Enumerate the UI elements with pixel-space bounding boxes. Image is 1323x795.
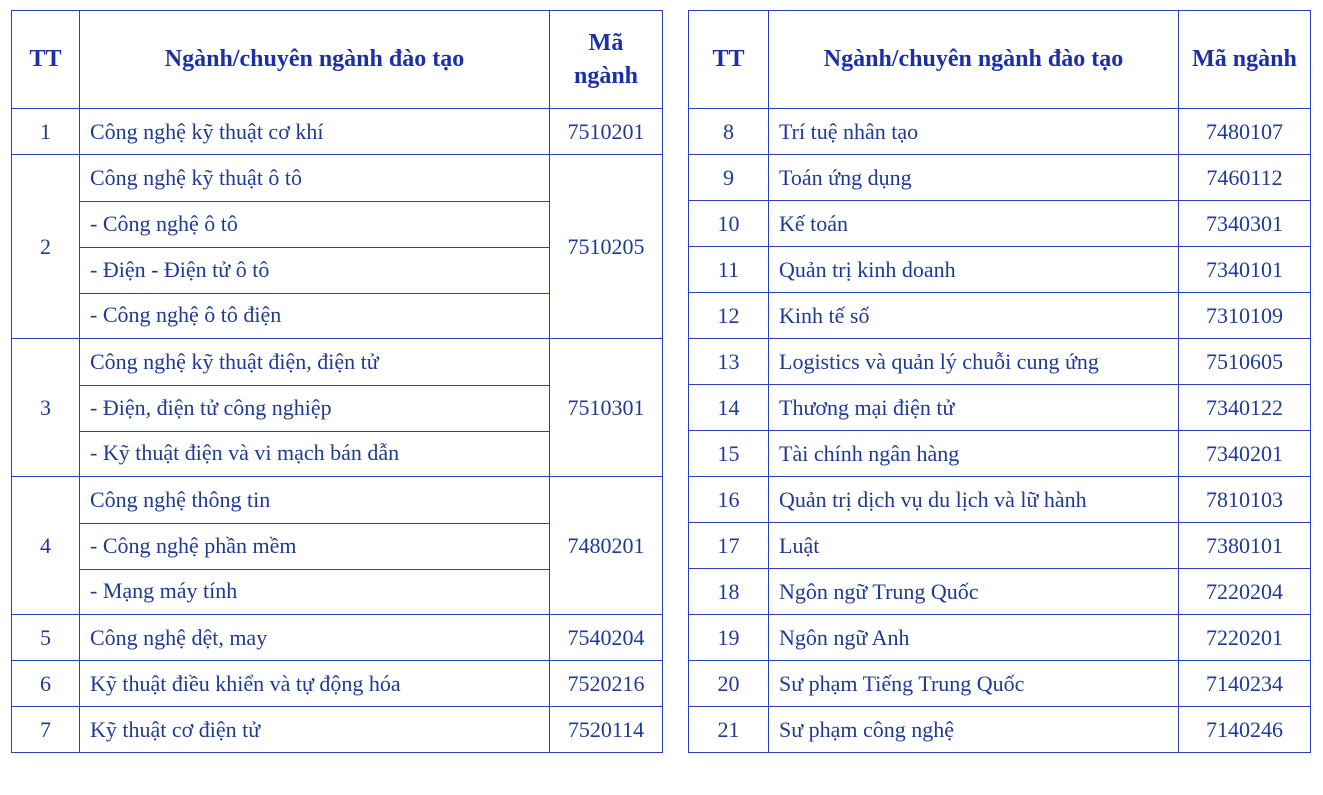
- major-code: 7810103: [1179, 477, 1311, 523]
- major-code: 7520114: [550, 707, 663, 753]
- row-number: 5: [12, 615, 80, 661]
- major-name: Kỹ thuật cơ điện tử: [80, 707, 550, 753]
- table-row: [689, 247, 1311, 293]
- major-name: - Điện, điện tử công nghiệp: [80, 385, 550, 431]
- table-row: [689, 523, 1311, 569]
- table-row: [12, 661, 663, 707]
- major-name: - Công nghệ ô tô điện: [80, 293, 550, 339]
- major-name: Công nghệ thông tin: [80, 477, 550, 523]
- major-code: 7140246: [1179, 707, 1311, 753]
- table-row: [689, 707, 1311, 753]
- row-number: 3: [12, 339, 80, 477]
- row-number: 6: [12, 661, 80, 707]
- table-row: [689, 661, 1311, 707]
- major-name: - Kỹ thuật điện và vi mạch bán dẫn: [80, 431, 550, 477]
- table-row: [12, 615, 663, 661]
- major-code: 7220201: [1179, 615, 1311, 661]
- major-name: - Công nghệ ô tô: [80, 201, 550, 247]
- row-number: 16: [689, 477, 769, 523]
- row-number: 12: [689, 293, 769, 339]
- row-number: 20: [689, 661, 769, 707]
- major-code: 7510201: [550, 109, 663, 155]
- major-code: 7380101: [1179, 523, 1311, 569]
- major-name: Trí tuệ nhân tạo: [769, 109, 1179, 155]
- row-number: 13: [689, 339, 769, 385]
- table-row: [689, 109, 1311, 155]
- major-name: - Công nghệ phần mềm: [80, 523, 550, 569]
- row-number: 1: [12, 109, 80, 155]
- header-row: [12, 11, 663, 109]
- header-major: Ngành/chuyên ngành đào tạo: [80, 11, 550, 109]
- major-code: 7340301: [1179, 201, 1311, 247]
- major-code: 7520216: [550, 661, 663, 707]
- header-tt: TT: [12, 11, 80, 109]
- major-code: 7340101: [1179, 247, 1311, 293]
- major-name: Logistics và quản lý chuỗi cung ứng: [769, 339, 1179, 385]
- major-code: 7510205: [550, 155, 663, 339]
- header-code: Mã ngành: [550, 11, 663, 109]
- row-number: 7: [12, 707, 80, 753]
- major-code: 7340122: [1179, 385, 1311, 431]
- row-number: 9: [689, 155, 769, 201]
- row-number: 8: [689, 109, 769, 155]
- major-code: 7480107: [1179, 109, 1311, 155]
- table-row: [689, 569, 1311, 615]
- table-row: [12, 155, 663, 201]
- row-number: 15: [689, 431, 769, 477]
- row-number: 14: [689, 385, 769, 431]
- major-name: Công nghệ kỹ thuật điện, điện tử: [80, 339, 550, 385]
- major-code: 7140234: [1179, 661, 1311, 707]
- major-name: Quản trị kinh doanh: [769, 247, 1179, 293]
- table-row: [689, 339, 1311, 385]
- row-number: 17: [689, 523, 769, 569]
- major-name: Ngôn ngữ Trung Quốc: [769, 569, 1179, 615]
- majors-table-right: [688, 10, 1311, 753]
- table-row: [689, 201, 1311, 247]
- major-name: Toán ứng dụng: [769, 155, 1179, 201]
- major-name: Công nghệ kỹ thuật ô tô: [80, 155, 550, 201]
- table-row: [689, 477, 1311, 523]
- header-major: Ngành/chuyên ngành đào tạo: [769, 11, 1179, 109]
- major-name: Kỹ thuật điều khiển và tự động hóa: [80, 661, 550, 707]
- row-number: 11: [689, 247, 769, 293]
- major-name: Công nghệ dệt, may: [80, 615, 550, 661]
- row-number: 19: [689, 615, 769, 661]
- row-number: 21: [689, 707, 769, 753]
- table-row: [689, 615, 1311, 661]
- table-row: [689, 385, 1311, 431]
- major-name: Luật: [769, 523, 1179, 569]
- header-tt: TT: [689, 11, 769, 109]
- major-name: Kế toán: [769, 201, 1179, 247]
- major-name: Tài chính ngân hàng: [769, 431, 1179, 477]
- table-row: [689, 431, 1311, 477]
- major-code: 7220204: [1179, 569, 1311, 615]
- major-code: 7480201: [550, 477, 663, 615]
- table-row: [12, 109, 663, 155]
- table-row: [12, 477, 663, 523]
- major-name: Thương mại điện tử: [769, 385, 1179, 431]
- major-name: Kinh tế số: [769, 293, 1179, 339]
- major-code: 7510301: [550, 339, 663, 477]
- row-number: 10: [689, 201, 769, 247]
- major-code: 7540204: [550, 615, 663, 661]
- header-code: Mã ngành: [1179, 11, 1311, 109]
- major-name: Sư phạm Tiếng Trung Quốc: [769, 661, 1179, 707]
- major-name: - Điện - Điện tử ô tô: [80, 247, 550, 293]
- row-number: 18: [689, 569, 769, 615]
- major-code: 7460112: [1179, 155, 1311, 201]
- major-name: - Mạng máy tính: [80, 569, 550, 615]
- header-row: [689, 11, 1311, 109]
- table-row: [12, 707, 663, 753]
- major-name: Sư phạm công nghệ: [769, 707, 1179, 753]
- major-name: Ngôn ngữ Anh: [769, 615, 1179, 661]
- major-name: Quản trị dịch vụ du lịch và lữ hành: [769, 477, 1179, 523]
- table-row: [689, 293, 1311, 339]
- table-row: [689, 155, 1311, 201]
- major-code: 7310109: [1179, 293, 1311, 339]
- table-row: [12, 339, 663, 385]
- row-number: 4: [12, 477, 80, 615]
- major-code: 7340201: [1179, 431, 1311, 477]
- row-number: 2: [12, 155, 80, 339]
- major-name: Công nghệ kỹ thuật cơ khí: [80, 109, 550, 155]
- major-code: 7510605: [1179, 339, 1311, 385]
- majors-table-left: [11, 10, 663, 753]
